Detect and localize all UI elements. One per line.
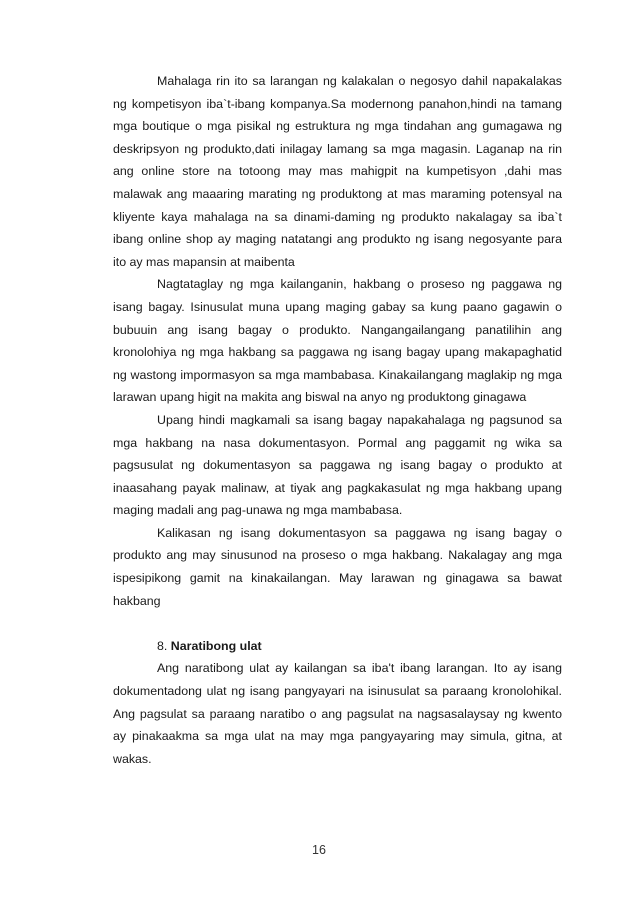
paragraph-kalakalan: Mahalaga rin ito sa larangan ng kalakalan o negosyo dahil napakalakas ng kompetisyon iba`t-ibang kompanya.Sa modernong panahon,hindi na tamang mga boutique o mga pisikal ng estruktura ng mga tindahan ang gumagawa ng deskripsyon ng produkto,dati inilagay lamang sa mga magasin. Laganap na rin ang online store na totoong may mas mahigpit na kumpetisyon ,dahi mas malawak ang maaaring marating ng produktong at mas maraming potensyal na kliyente kaya mahalaga na sa dinami-daming ng produkto nakalagay sa iba`t ibang online shop ay maging natatangi ang produkto ng isang negosyante para ito ay mas mapansin at maibenta xyxy=(113,74,562,269)
section-heading xyxy=(113,635,562,658)
section-number: 8. xyxy=(157,638,168,653)
paragraph-pagsunod: Upang hindi magkamali sa isang bagay napakahalaga ng pagsunod sa mga hakbang na nasa dokumentasyon. Pormal ang paggamit ng wika sa pagsusulat ng dokumentasyon sa paggawa ng isang bagay o produkto at inaasahang payak malinaw, at tiyak ang pagkakasulat ng mga hakbang upang maging madali ang pag-unawa ng mga mambabasa. xyxy=(113,412,562,518)
page-body xyxy=(113,70,562,770)
paragraph-kailanganin: Nagtataglay ng mga kailanganin, hakbang o proseso ng paggawa ng isang bagay. Isinusulat muna upang maging gabay sa kung paano gagawin o bubuuin ang isang bagay o produkto. Nangangailangang panatilihin ang kronolohiya ng mga hakbang sa paggawa ng isang bagay upang makapaghatid ng wastong impormasyon sa mga mambabasa. Kinakailangang maglakip ng mga larawan upang higit na makita ang biswal na anyo ng produktong ginagawa xyxy=(113,277,562,405)
section-title: Naratibong ulat xyxy=(170,638,262,653)
paragraph-naratibong-ulat: Ang naratibong ulat ay kailangan sa iba't ibang larangan. Ito ay isang dokumentadong ulat ng isang pangyayari na isinusulat sa paraang kronolohikal. Ang pagsulat sa paraang naratibo o ang pagsulat na nagsasalaysay ng kwento ay pinakaakma sa mga ulat na may mga pangyayaring may simula, gitna, at wakas. xyxy=(113,661,562,766)
page-number: 16 xyxy=(312,843,326,857)
paragraph-kalikasan: Kalikasan ng isang dokumentasyon sa paggawa ng isang bagay o produkto ang may sinusunod na proseso o mga hakbang. Nakalagay ang mga ispesipikong gamit na kinakailangan. May larawan ng ginagawa sa bawat hakbang xyxy=(113,525,562,608)
